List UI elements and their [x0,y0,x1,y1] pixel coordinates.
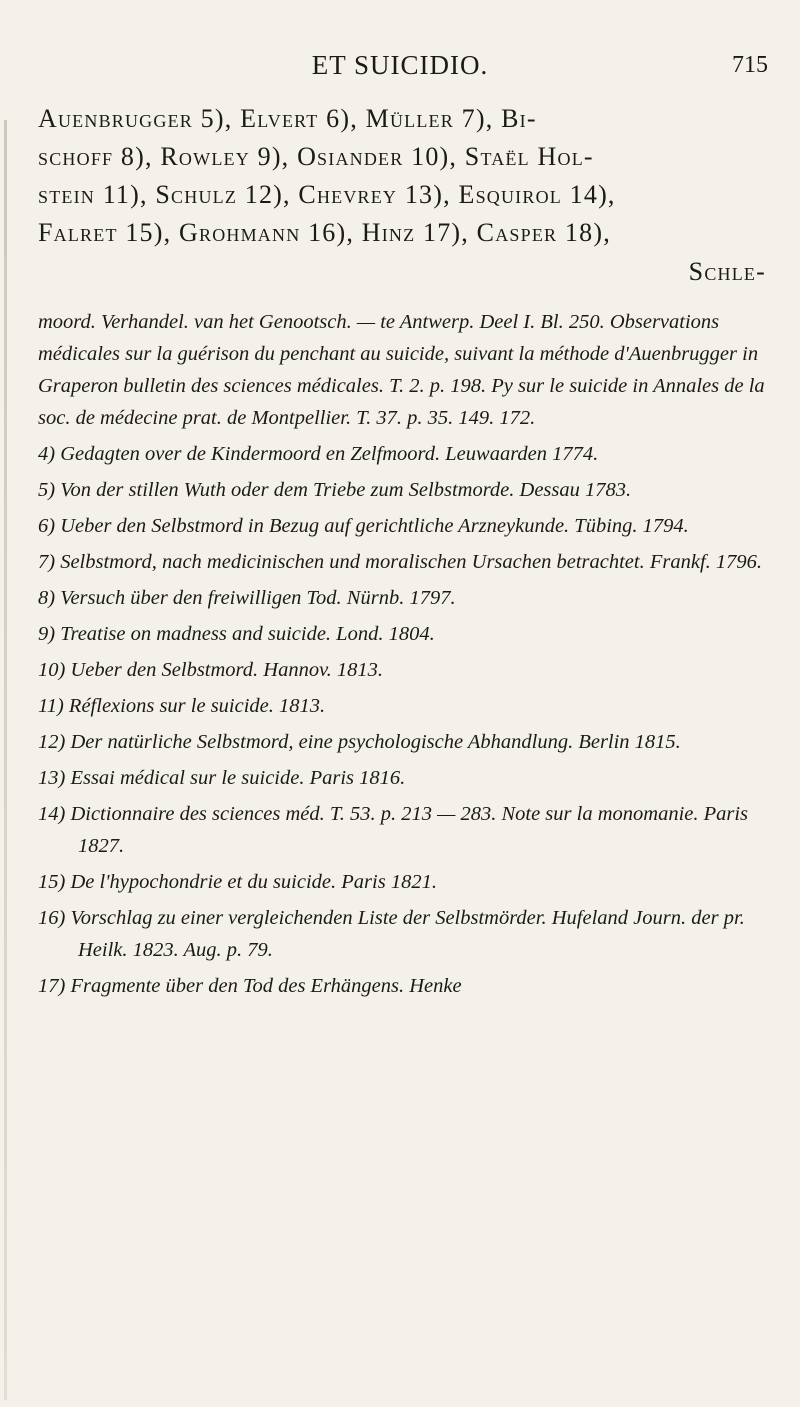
page-number: 715 [732,52,768,78]
footnotes [38,306,766,1002]
footnote-6: 6) Ueber den Selbstmord in Bezug auf gerichtliche Arzneykunde. Tübing. 1794. [38,515,689,537]
running-head: ET SUICIDIO. [311,50,489,80]
names-line: schoff 8), Rowley 9), Osiander 10), Staël Hol- [38,142,594,171]
names-line: stein 11), Schulz 12), Chevrey 13), Esquirol 14), [38,180,616,209]
page-gutter-shadow [4,120,7,1400]
footnote-12: 12) Der natürliche Selbstmord, eine psychologische Abhandlung. Berlin 1815. [38,731,681,753]
author-names-paragraph [38,100,766,252]
footnote-4: 4) Gedagten over de Kindermoord en Zelfmoord. Leuwaarden 1774. [38,443,599,465]
footnote-14: 14) Dictionnaire des sciences méd. T. 53. p. 213 — 283. Note sur la monomanie. Paris 1827. [38,803,749,857]
page-header [0,50,800,90]
footnote-17: 17) Fragmente über den Tod des Erhängens. Henke [38,975,462,997]
footnote-5: 5) Von der stillen Wuth oder dem Triebe zum Selbstmorde. Dessau 1783. [38,479,632,501]
footnote-16: 16) Vorschlag zu einer vergleichenden Liste der Selbstmörder. Hufeland Journ. der pr. Heilk. 1823. Aug. p. 79. [38,907,745,961]
footnote-11: 11) Réflexions sur le suicide. 1813. [38,695,326,717]
footnote-13: 13) Essai médical sur le suicide. Paris 1816. [38,767,406,789]
names-line: Falret 15), Grohmann 16), Hinz 17), Casper 18), [38,218,611,247]
footnote-15: 15) De l'hypochondrie et du suicide. Paris 1821. [38,871,437,893]
footnote-continuation: moord. Verhandel. van het Genootsch. — te Antwerp. Deel I. Bl. 250. Observations médicales sur la guérison du penchant au suicide, suivant la méthode d'Auenbrugger in Graperon bulletin des sciences médicales. T. 2. p. 198. Py sur le suicide in Annales de la soc. de médecine prat. de Montpellier. T. 37. p. 35. 149. 172. [38,311,765,429]
footnote-7: 7) Selbstmord, nach medicinischen und moralischen Ursachen betrachtet. Frankf. 1796. [38,551,763,573]
page-body [38,100,766,1006]
footnote-9: 9) Treatise on madness and suicide. Lond. 1804. [38,623,435,645]
footnote-10: 10) Ueber den Selbstmord. Hannov. 1813. [38,659,384,681]
names-line: Auenbrugger 5), Elvert 6), Müller 7), Bi- [38,104,537,133]
names-line-end: Schle- [688,257,766,286]
footnote-8: 8) Versuch über den freiwilligen Tod. Nürnb. 1797. [38,587,456,609]
